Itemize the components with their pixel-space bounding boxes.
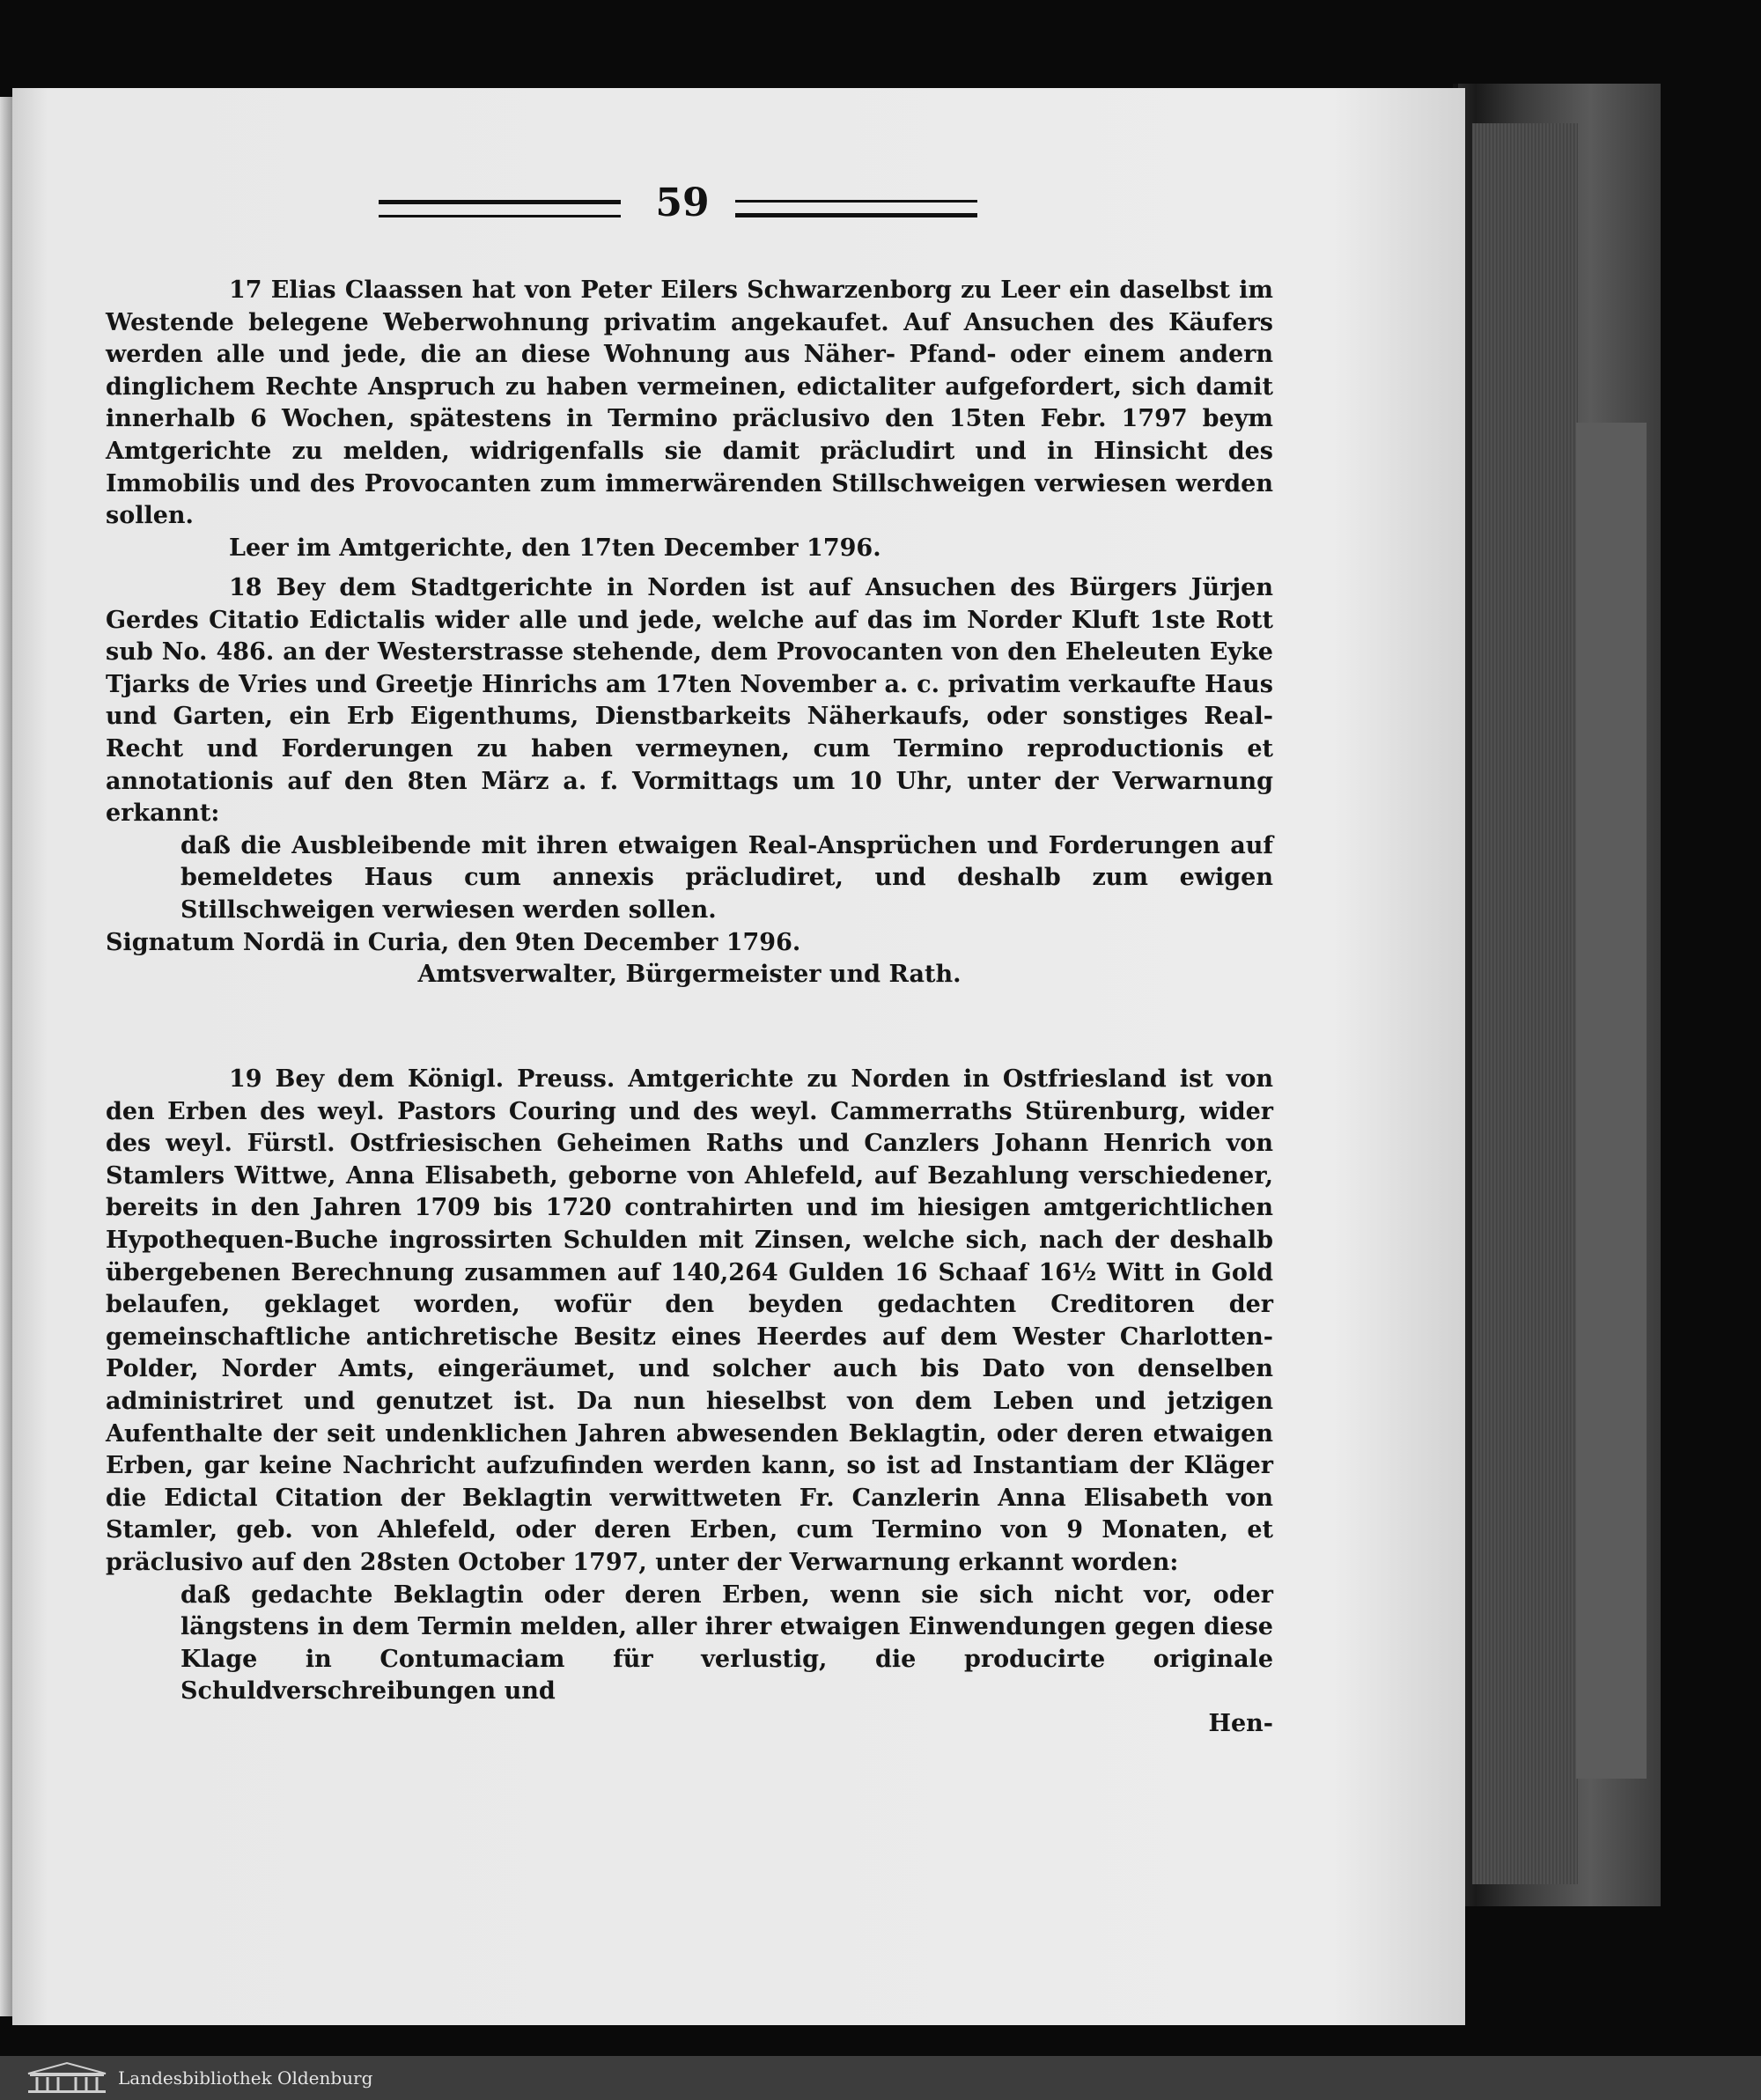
entry-18-signed: Signatum Nordä in Curia, den 9ten December 1796.: [106, 928, 801, 956]
entry-18-warning: daß die Ausbleibende mit ihren etwaigen Real-Ansprüchen und Forderungen auf bemeldetes Haus cum annexis präcludiret, und deshalb zum ewigen Stillschweigen verwiesen werden sollen.: [181, 831, 1273, 924]
book-cover-edge: [1576, 423, 1647, 1779]
entry-18-body: 18 Bey dem Stadtgerichte in Norden ist auf Ansuchen des Bürgers Jürjen Gerdes Citatio Edictalis wider alle und jede, welche auf das im Norder Kluft 1ste Rott sub No. 486. an der Westerstrasse stehende, dem Provocanten von den Eheleuten Eyke Tjarks de Vries und Greetje Hinrichs am 17ten November a. c. privatim verkaufte Haus und Garten, ein Erb Eigenthums, Dienstbarkeits Näherkaufs, oder sonstiges Real-Recht und Forderungen zu haben vermeynen, cum Termino reproductionis et annotationis auf den 8ten März a. f. Vormittags um 10 Uhr, unter der Verwarnung erkannt:: [106, 574, 1273, 828]
entry-19-body: 19 Bey dem Königl. Preuss. Amtgerichte zu Norden in Ostfriesland ist von den Erben des weyl. Pastors Couring und des weyl. Cammerraths Stürenburg, wider des weyl. Fürstl. Ostfriesischen Geheimen Raths und Canzlers Johann Henrich von Stamlers Wittwe, Anna Elisabeth, geborne von Ahlefeld, auf Bezahlung verschiedener, bereits in den Jahren 1709 bis 1720 contrahirten und im hiesigen amtgerichtlichen Hypothequen-Buche ingrossirten Schulden mit Zinsen, welche sich, nach der deshalb übergebenen Berechnung zusammen auf 140,264 Gulden 16 Schaaf 16½ Witt in Gold belaufen, geklaget worden, wofür den beyden gedachten Creditoren der gemeinschaftliche antichretische Besitz eines Heerdes auf dem Wester Charlotten-Polder, Norder Amts, eingeräumet, und solcher auch bis Dato von denselben administriret und genutzet ist. Da nun hieselbst von dem Leben und jetzigen Aufenthalte der seit undenklichen Jahren abwesenden Beklagtin, oder deren etwaigen Erben, gar keine Nachricht aufzufinden werden kann, so ist ad Instantiam der Kläger die Edictal Citation der Beklagtin verwittweten Fr. Canzlerin Anna Elisabeth von Stamler, geb. von Ahlefeld, oder deren Erben, cum Termino von 9 Monaten, et präclusivo auf den 28sten October 1797, unter der Verwarnung erkannt worden:: [106, 1065, 1273, 1576]
left-page-edge: [0, 97, 12, 2016]
entry-17: [106, 275, 1273, 564]
entry-18: [106, 572, 1273, 991]
catchword: Hen-: [1208, 1709, 1273, 1737]
entry-17-body: 17 Elias Claassen hat von Peter Eilers Schwarzenborg zu Leer ein daselbst im Westende belegene Weberwohnung privatim angekaufet. Auf Ansuchen des Käufers werden alle und jede, die an diese Wohnung aus Näher- Pfand- oder einem andern dinglichem Rechte Anspruch zu haben vermeinen, edictaliter aufgefordert, sich damit innerhalb 6 Wochen, spätestens in Termino präclusivo den 15ten Febr. 1797 beym Amtgerichte zu melden, widrigenfalls sie damit präcludirt und in Hinsicht des Immobilis und des Provocanten zum immerwärenden Stillschweigen verwiesen werden sollen.: [106, 276, 1273, 530]
footer-label: Landesbibliothek Oldenburg: [118, 2067, 373, 2089]
page-number: 59: [655, 181, 710, 225]
header-rule-left: [379, 200, 621, 217]
entry-19-warning: daß gedachte Beklagtin oder deren Erben, wenn sie sich nicht vor, oder längstens in dem Termin melden, aller ihrer etwaigen Einwendungen gegen diese Klage in Contumaciam für verlustig, die producirte originale Schuldverschreibungen und: [181, 1581, 1273, 1706]
page-header: [379, 181, 977, 233]
library-building-icon: [25, 2061, 109, 2095]
footer-bar: [0, 2056, 1761, 2100]
header-rule-right: [735, 200, 977, 217]
entry-19: [106, 1064, 1273, 1740]
book-page-stack: [1472, 123, 1578, 1884]
entry-17-date: Leer im Amtgerichte, den 17ten December 1796.: [229, 534, 881, 562]
entry-18-signatories: Amtsverwalter, Bürgermeister und Rath.: [417, 961, 962, 989]
